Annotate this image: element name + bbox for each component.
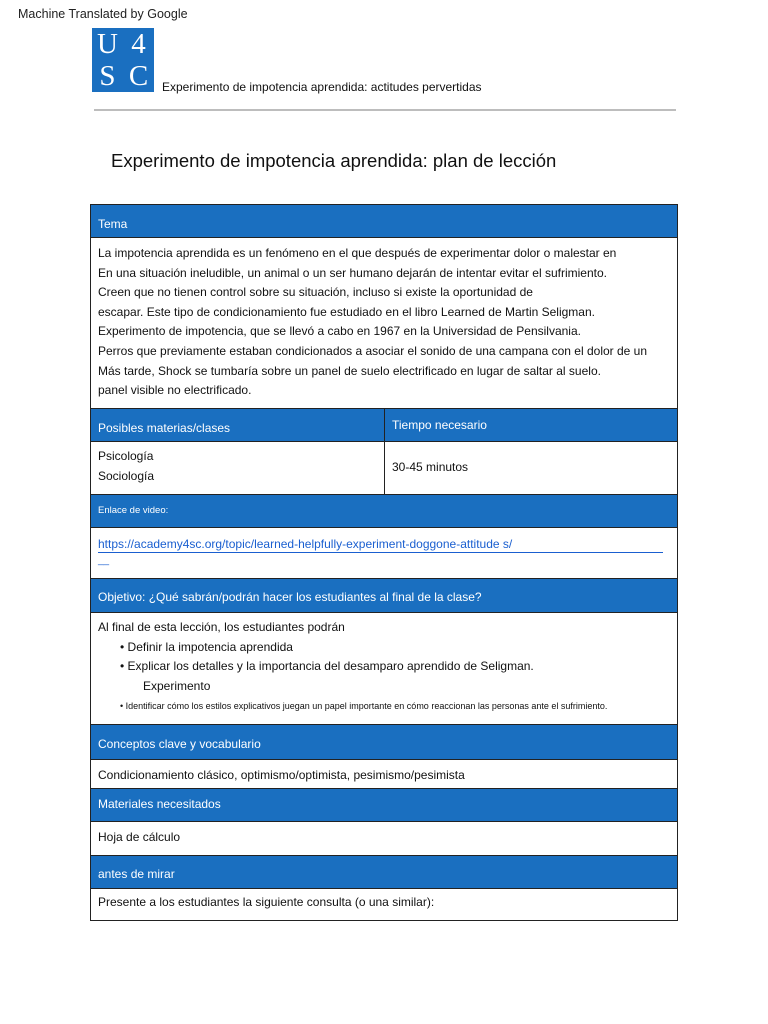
concepts-value: Condicionamiento clásico, optimismo/optimista, pesimismo/pesimista [98, 768, 465, 782]
before-label: antes de mirar [98, 867, 175, 881]
subject-item: Sociología [98, 468, 155, 483]
page-title: Experimento de impotencia aprendida: plan de lección [111, 150, 557, 171]
objective-body-row [91, 612, 677, 724]
objective-bullet: • Identificar cómo los estilos explicativos juegan un papel importante en cómo reaccionan las personas ante el sufrimiento. [120, 701, 608, 712]
objective-intro: Al final de esta lección, los estudiantes podrán [98, 620, 345, 634]
before-body-row [91, 888, 677, 920]
objective-header-row [91, 578, 677, 612]
objective-bullet: • Definir la impotencia aprendida [120, 639, 293, 654]
header-divider [94, 109, 676, 111]
tema-line: En una situación ineludible, un animal o un ser humano dejarán de intentar evitar el sufrimiento. [98, 265, 607, 280]
header-subtitle: Experimento de impotencia aprendida: actitudes pervertidas [162, 80, 482, 94]
tema-line: Experimento de impotencia, que se llevó a cabo en 1967 en la Universidad de Pensilvania. [98, 324, 581, 339]
tema-line: Creen que no tienen control sobre su situación, incluso si existe la oportunidad de [98, 285, 533, 300]
concepts-body-row [91, 759, 677, 788]
tema-line: La impotencia aprendida es un fenómeno en el que después de experimentar dolor o malestar en [98, 246, 617, 260]
logo-letter-s: S [99, 59, 116, 92]
subjects-label: Posibles materias/clases [91, 409, 385, 441]
tema-body-row [91, 237, 677, 408]
subjects-header-row [91, 408, 677, 441]
video-body-row [91, 527, 677, 578]
video-label: Enlace de video: [98, 505, 169, 516]
concepts-label: Conceptos clave y vocabulario [98, 737, 261, 751]
logo-letter-u: U [97, 27, 118, 60]
tema-header-row [91, 205, 677, 237]
subject-item: Psicología [98, 449, 154, 463]
tema-line: escapar. Este tipo de condicionamiento fue estudiado en el libro Learned de Martin Seligman. [98, 304, 595, 319]
materials-label: Materiales necesitados [98, 797, 221, 811]
tema-text [91, 238, 654, 408]
materials-body-row [91, 821, 677, 855]
concepts-header-row [91, 724, 677, 759]
subjects-body-row [91, 441, 677, 494]
video-link-cell [91, 528, 677, 578]
logo-letter-c: C [128, 59, 149, 92]
lesson-plan-table [90, 204, 678, 921]
machine-translated-label: Machine Translated by Google [18, 7, 188, 21]
video-link-continuation[interactable]: __ [98, 555, 110, 566]
objective-bullet: • Explicar los detalles y la importancia del desamparo aprendido de Seligman. [120, 659, 534, 674]
tema-line: Perros que previamente estaban condicionados a asociar el sonido de una campana con el dolor de un [98, 343, 648, 358]
u4sc-logo [92, 28, 154, 92]
objective-bullet-continuation: Experimento [143, 678, 211, 693]
objective-label: Objetivo: ¿Qué sabrán/podrán hacer los estudiantes al final de la clase? [98, 590, 482, 604]
time-label: Tiempo necesario [392, 418, 487, 432]
tema-line: Más tarde, Shock se tumbaría sobre un panel de suelo electrificado en lugar de saltar al suelo. [98, 363, 601, 378]
time-value: 30-45 minutos [392, 460, 469, 474]
materials-value: Hoja de cálculo [98, 830, 181, 844]
logo-letter-4: 4 [131, 27, 146, 60]
before-value: Presente a los estudiantes la siguiente consulta (o una similar): [98, 895, 435, 909]
subjects-list [91, 442, 385, 494]
objective-text [91, 613, 614, 724]
before-header-row [91, 855, 677, 888]
tema-label: Tema [98, 217, 128, 231]
video-header-row [91, 494, 677, 527]
video-link[interactable]: https://academy4sc.org/topic/learned-helpfully-experiment-doggone-attitude s/ [98, 537, 663, 553]
materials-header-row [91, 788, 677, 821]
tema-line: panel visible no electrificado. [98, 383, 252, 398]
